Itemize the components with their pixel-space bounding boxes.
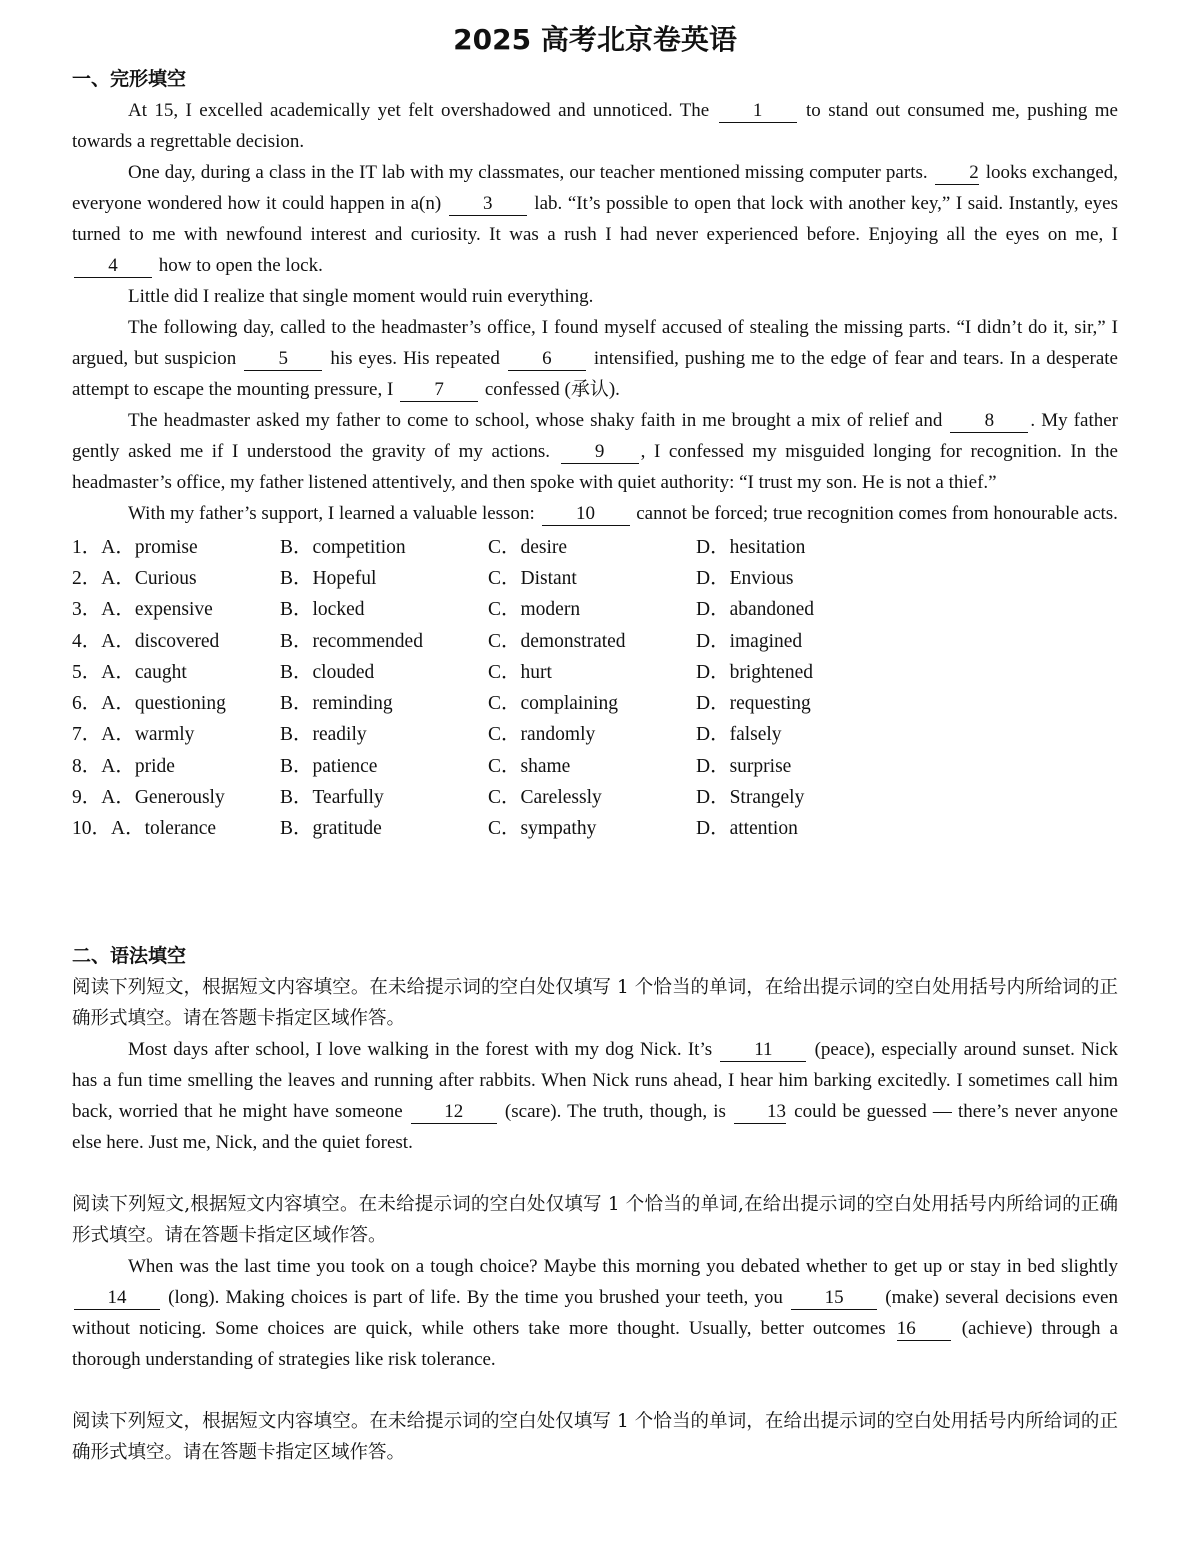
spacer (72, 1158, 1118, 1189)
option-row (72, 529, 896, 560)
option-row (72, 779, 896, 810)
blank-13[interactable]: 13 (734, 1101, 786, 1124)
option-c[interactable]: C．complaining (488, 693, 618, 715)
option-d[interactable]: D．requesting (696, 693, 811, 715)
section2-heading: 二、语法填空 (72, 944, 187, 967)
cloze-paragraph-1: At 15, I excelled academically yet felt overshadowed and unnoticed. The 1 to stand out consumed me, pushing me towards a regrettable decision. (72, 100, 1118, 152)
option-c[interactable]: C．Distant (488, 567, 577, 589)
option-a[interactable]: 1．A．promise (72, 536, 198, 558)
option-a[interactable]: 5．A．caught (72, 661, 187, 683)
option-c[interactable]: C．shame (488, 755, 571, 777)
option-a[interactable]: 9．A．Generously (72, 787, 225, 809)
blank-8[interactable]: 8 (950, 410, 1028, 433)
option-row (72, 717, 896, 748)
option-a[interactable]: 6．A．questioning (72, 693, 226, 715)
option-b[interactable]: B．gratitude (280, 818, 382, 840)
grammar-instructions-1: 阅读下列短文，根据短文内容填空。在未给提示词的空白处仅填写 1 个恰当的单词，在给出提示词的空白处用括号内所给词的正确形式填空。请在答题卡指定区域作答。 (72, 976, 1118, 1029)
grammar-paragraph-2: When was the last time you took on a tough choice? Maybe this morning you debated whether to get up or stay in bed slightly 14 (long). Making choices is part of life. By the time you brushed your teeth, you 15 (make) several decisions even without noticing. Some choices are quick, while others take more thought. Usually, better outcomes 16 (achieve) through a thorough understanding of strategies like risk tolerance. (72, 1255, 1118, 1370)
page-title: 2025 高考北京卷英语 (453, 23, 737, 56)
cloze-paragraph-4: The following day, called to the headmaster’s office, I found myself accused of stealing the missing parts. “I didn’t do it, sir,” I argued, but suspicion 5 his eyes. His repeated 6 intensified, pushing me to the edge of fear and tears. In a desperate attempt to escape the mounting pressure, I 7 confessed (承认). (72, 317, 1118, 400)
section1-heading: 一、完形填空 (72, 68, 187, 90)
option-row (72, 748, 896, 779)
option-a[interactable]: 2．A．Curious (72, 567, 197, 589)
option-a[interactable]: 7．A．warmly (72, 724, 195, 746)
option-a[interactable]: 3．A．expensive (72, 599, 213, 621)
option-d[interactable]: D．falsely (696, 724, 782, 746)
option-d[interactable]: D．surprise (696, 755, 792, 777)
option-c[interactable]: C．Carelessly (488, 787, 602, 809)
option-b[interactable]: B．clouded (280, 661, 375, 683)
blank-1[interactable]: 1 (719, 100, 797, 123)
option-c[interactable]: C．randomly (488, 724, 596, 746)
blank-5[interactable]: 5 (244, 348, 322, 371)
option-a[interactable]: 4．A．discovered (72, 630, 220, 652)
option-row (72, 685, 896, 716)
option-b[interactable]: B．Hopeful (280, 567, 377, 589)
option-c[interactable]: C．hurt (488, 661, 552, 683)
blank-7[interactable]: 7 (400, 379, 478, 402)
blank-9[interactable]: 9 (561, 441, 639, 464)
blank-14[interactable]: 14 (74, 1287, 160, 1310)
option-d[interactable]: D．hesitation (696, 536, 806, 558)
option-d[interactable]: D．abandoned (696, 599, 815, 621)
blank-16[interactable]: 16 (897, 1318, 951, 1341)
option-row (72, 811, 896, 842)
cloze-paragraph-3: Little did I realize that single moment would ruin everything. (128, 286, 594, 307)
options-table (72, 529, 896, 842)
option-b[interactable]: B．patience (280, 755, 378, 777)
grammar-paragraph-1: Most days after school, I love walking in the forest with my dog Nick. It’s 11 (peace), especially around sunset. Nick has a fun time smelling the leaves and running after rabbits. When Nick runs ahead, I hear him barking excitedly. I sometimes call him back, worried that he might have someone 12 (scare). The truth, though, is 13 could be guessed — there’s never anyone else here. Just me, Nick, and the quiet forest. (72, 1038, 1118, 1153)
blank-3[interactable]: 3 (449, 193, 527, 216)
blank-6[interactable]: 6 (508, 348, 586, 371)
option-b[interactable]: B．locked (280, 599, 365, 621)
option-b[interactable]: B．Tearfully (280, 787, 384, 809)
blank-12[interactable]: 12 (411, 1101, 497, 1124)
grammar-instructions-2: 阅读下列短文,根据短文内容填空。在未给提示词的空白处仅填写 1 个恰当的单词,在给出提示词的空白处用括号内所给词的正确形式填空。请在答题卡指定区域作答。 (72, 1193, 1118, 1246)
option-row (72, 623, 896, 654)
option-c[interactable]: C．sympathy (488, 818, 597, 840)
option-b[interactable]: B．recommended (280, 630, 423, 652)
spacer (72, 1375, 1118, 1406)
option-a[interactable]: 8．A．pride (72, 755, 175, 777)
option-row (72, 592, 896, 623)
grammar-instructions-3: 阅读下列短文，根据短文内容填空。在未给提示词的空白处仅填写 1 个恰当的单词，在给出提示词的空白处用括号内所给词的正确形式填空。请在答题卡指定区域作答。 (72, 1410, 1118, 1463)
option-row (72, 560, 896, 591)
option-c[interactable]: C．modern (488, 599, 581, 621)
blank-15[interactable]: 15 (791, 1287, 877, 1310)
option-a[interactable]: 10．A．tolerance (72, 818, 217, 840)
option-row (72, 654, 896, 685)
blank-2[interactable]: 2 (935, 162, 979, 185)
option-d[interactable]: D．Strangely (696, 787, 805, 809)
cloze-paragraph-2: One day, during a class in the IT lab with my classmates, our teacher mentioned missing computer parts. 2 looks exchanged, everyone wondered how it could happen in a(n) 3 lab. “It’s possible to open that lock with another key,” I said. Instantly, eyes turned to me with newfound interest and curiosity. It was a rush I had never experienced before. Enjoying all the eyes on me, I 4 how to open the lock. (72, 162, 1119, 276)
option-d[interactable]: D．Envious (696, 567, 794, 589)
option-c[interactable]: C．demonstrated (488, 630, 626, 652)
option-b[interactable]: B．reminding (280, 693, 393, 715)
option-b[interactable]: B．readily (280, 724, 367, 746)
blank-11[interactable]: 11 (720, 1039, 806, 1062)
option-d[interactable]: D．attention (696, 818, 798, 840)
exam-page (72, 0, 1118, 1468)
blank-10[interactable]: 10 (542, 503, 630, 526)
option-b[interactable]: B．competition (280, 536, 406, 558)
option-c[interactable]: C．desire (488, 536, 568, 558)
option-d[interactable]: D．brightened (696, 661, 813, 683)
cloze-paragraph-6: With my father’s support, I learned a valuable lesson: 10 cannot be forced; true recognition comes from honourable acts. (128, 503, 1118, 524)
blank-4[interactable]: 4 (74, 255, 152, 278)
cloze-paragraph-5: The headmaster asked my father to come to school, whose shaky faith in me brought a mix of relief and 8 . My father gently asked me if I understood the gravity of my actions. 9 , I confessed my misguided longing for recognition. In the headmaster’s office, my father listened attentively, and then spoke with quiet authority: “I trust my son. He is not a thief.” (72, 410, 1118, 493)
spacer (72, 842, 1118, 941)
option-d[interactable]: D．imagined (696, 630, 803, 652)
